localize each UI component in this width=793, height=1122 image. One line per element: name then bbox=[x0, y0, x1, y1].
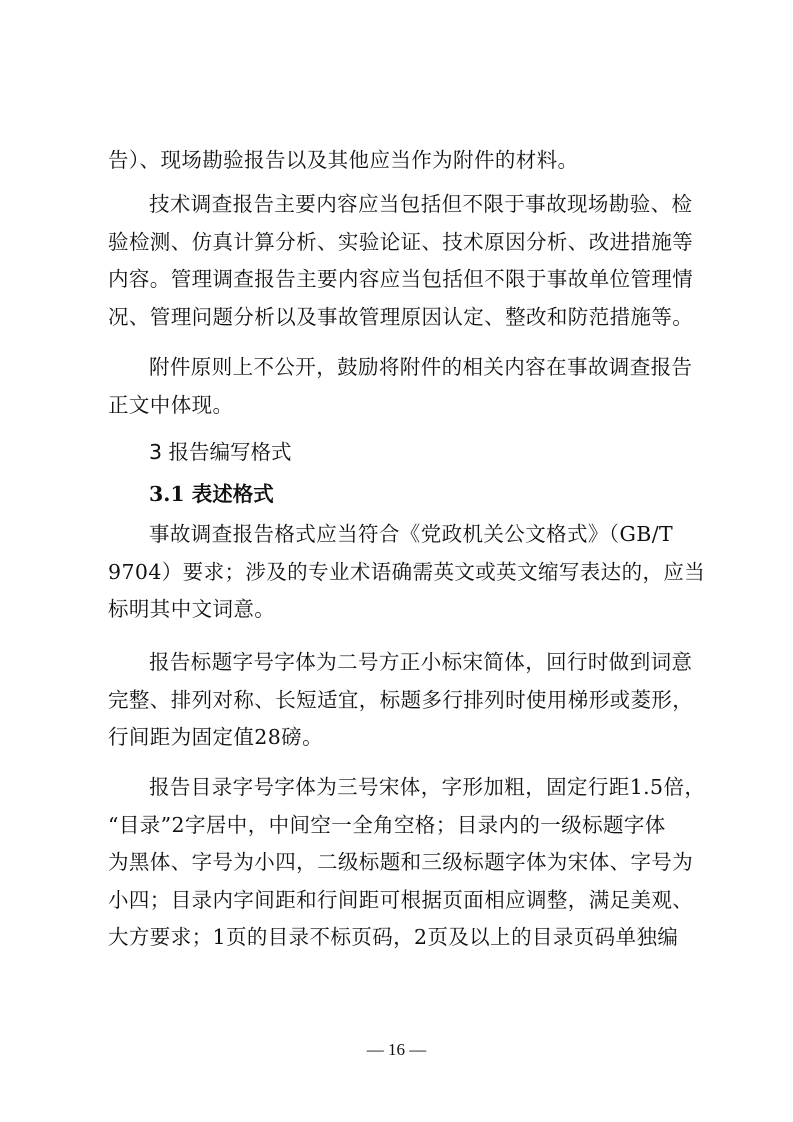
text-line: 报告标题字号字体为二号方正小标宋简体，回行时做到词意 bbox=[149, 650, 693, 674]
paragraph-attachments-tail bbox=[108, 142, 693, 180]
text-line: 况、管理问题分析以及事故管理原因认定、整改和防范措施等。 bbox=[108, 304, 694, 329]
text-line: 告）、现场勘验报告以及其他应当作为附件的材料。 bbox=[108, 148, 579, 172]
text-line: 内容。管理调查报告主要内容应当包括但不限于事故单位管理情 bbox=[108, 267, 694, 291]
text-line: 报告目录字号字体为三号宋体，字形加粗，固定行距1.5倍， bbox=[149, 775, 706, 799]
text-line: 大方要求；1页的目录不标页码，2页及以上的目录页码单独编 bbox=[108, 925, 679, 949]
text-line: 验检测、仿真计算分析、实验论证、技术原因分析、改进措施等 bbox=[108, 229, 694, 254]
text-line: 正文中体现。 bbox=[108, 392, 234, 417]
text-line: 行间距为固定值28磅。 bbox=[108, 725, 323, 749]
text-line: 技术调查报告主要内容应当包括但不限于事故现场勘验、检 bbox=[149, 192, 693, 216]
paragraph-format-standard bbox=[108, 516, 706, 629]
text-line: 小四；目录内字间距和行间距可根据页面相应调整，满足美观、 bbox=[108, 887, 694, 912]
paragraph-attachment-disclosure bbox=[108, 349, 693, 424]
page-number: — 16 — bbox=[366, 1040, 427, 1059]
text-line: 事故调查报告格式应当符合《党政机关公文格式》（GB/T bbox=[149, 522, 674, 546]
section-heading-3: 3 报告编写格式 bbox=[149, 440, 292, 464]
paragraph-technical-report bbox=[108, 186, 693, 336]
paragraph-title-format bbox=[108, 644, 693, 757]
text-line: 附件原则上不公开，鼓励将附件的相关内容在事故调查报告 bbox=[149, 355, 693, 379]
text-line: 9704）要求；涉及的专业术语确需英文或英文缩写表达的，应当 bbox=[108, 559, 706, 584]
paragraph-toc-format bbox=[108, 769, 706, 957]
text-line: “目录”2字居中，中间空一全角空格；目录内的一级标题字体 bbox=[108, 812, 666, 837]
text-line: 完整、排列对称、长短适宜，标题多行排列时使用梯形或菱形， bbox=[108, 687, 694, 712]
section-heading-3-1: 3.1 表述格式 bbox=[149, 482, 274, 506]
text-line: 标明其中文词意。 bbox=[108, 597, 276, 621]
text-line: 为黑体、字号为小四，二级标题和三级标题字体为宋体、字号为 bbox=[108, 850, 694, 874]
